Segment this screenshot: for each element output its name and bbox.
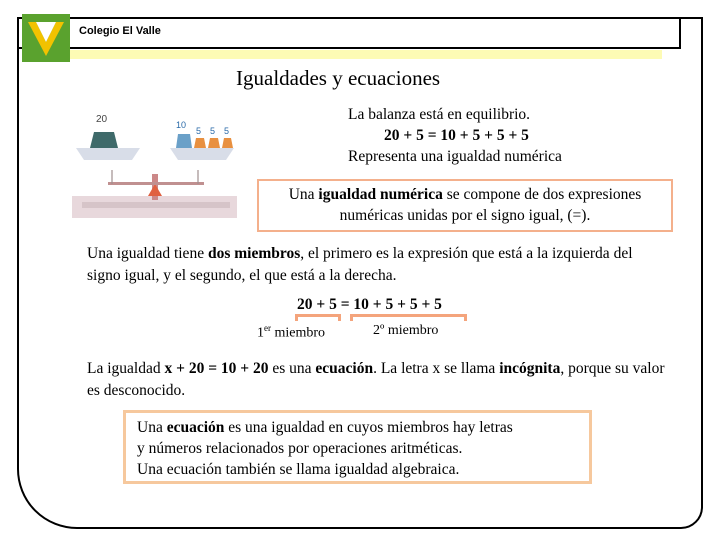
equation-box-before: Una xyxy=(137,419,167,436)
intro-equation: 20 + 5 = 10 + 5 + 5 + 5 xyxy=(384,127,529,144)
equation-box-after: es una igualdad en cuyos miembros hay letras xyxy=(224,419,513,436)
example-equation: 20 + 5 = 10 + 5 + 5 + 5 xyxy=(297,296,442,313)
definition-before: Una xyxy=(288,186,319,203)
members-term: dos miembros xyxy=(207,245,301,262)
first-member-suffix: er xyxy=(264,323,271,333)
equation-paragraph xyxy=(87,358,667,402)
equation-definition-box xyxy=(123,410,592,484)
school-logo xyxy=(20,12,72,64)
left-weight-label: 20 xyxy=(96,114,108,125)
members-paragraph xyxy=(87,243,647,287)
page-title: Igualdades y ecuaciones xyxy=(236,66,441,90)
right-weight-label-1: 10 xyxy=(176,120,187,130)
first-member-number: 1 xyxy=(257,325,264,341)
first-member-label xyxy=(257,323,325,342)
equation-para-term-ecuacion: ecuación xyxy=(315,360,374,377)
second-member-label: 2º miembro xyxy=(373,323,439,338)
first-member-bracket xyxy=(295,314,341,321)
equation-box-line-1 xyxy=(137,417,589,438)
equation-para-after: , porque su valor es desconocido. xyxy=(87,360,665,399)
equation-para-middle2: . La letra x se llama xyxy=(373,360,500,377)
members-before: Una igualdad tiene xyxy=(87,245,208,262)
right-weight-label-4: 5 xyxy=(224,126,230,136)
equation-box-line-3: Una ecuación también se llama igualdad algebraica. xyxy=(137,461,460,478)
definition-box xyxy=(257,179,673,232)
school-name: Colegio El Valle xyxy=(79,25,161,37)
right-weight-label-2: 5 xyxy=(196,126,202,136)
intro-text xyxy=(348,104,562,167)
equation-box-term: ecuación xyxy=(166,419,225,436)
right-weight-label-3: 5 xyxy=(210,126,216,136)
equation-para-before: La igualdad xyxy=(87,360,165,377)
definition-after: se compone de dos expresiones numéricas unidas por el signo igual, (=). xyxy=(339,186,642,224)
equation-para-middle: es una xyxy=(268,360,316,377)
header-highlight xyxy=(70,50,662,59)
intro-line-3: Representa una igualdad numérica xyxy=(348,148,562,165)
second-member-bracket xyxy=(350,314,467,321)
equation-box-line-2: y números relacionados por operaciones aritméticas. xyxy=(137,440,463,457)
first-member-text: miembro xyxy=(271,325,326,341)
definition-term: igualdad numérica xyxy=(318,186,443,203)
members-after: , el primero es la expresión que está a la izquierda del signo igual, y el segundo, el que está a la derecha. xyxy=(87,245,633,284)
equation-para-term-incognita: incógnita xyxy=(499,360,561,377)
balance-scale-illustration xyxy=(72,110,237,218)
equation-para-equation: x + 20 = 10 + 20 xyxy=(164,360,269,377)
intro-line-1: La balanza está en equilibrio. xyxy=(348,106,531,123)
